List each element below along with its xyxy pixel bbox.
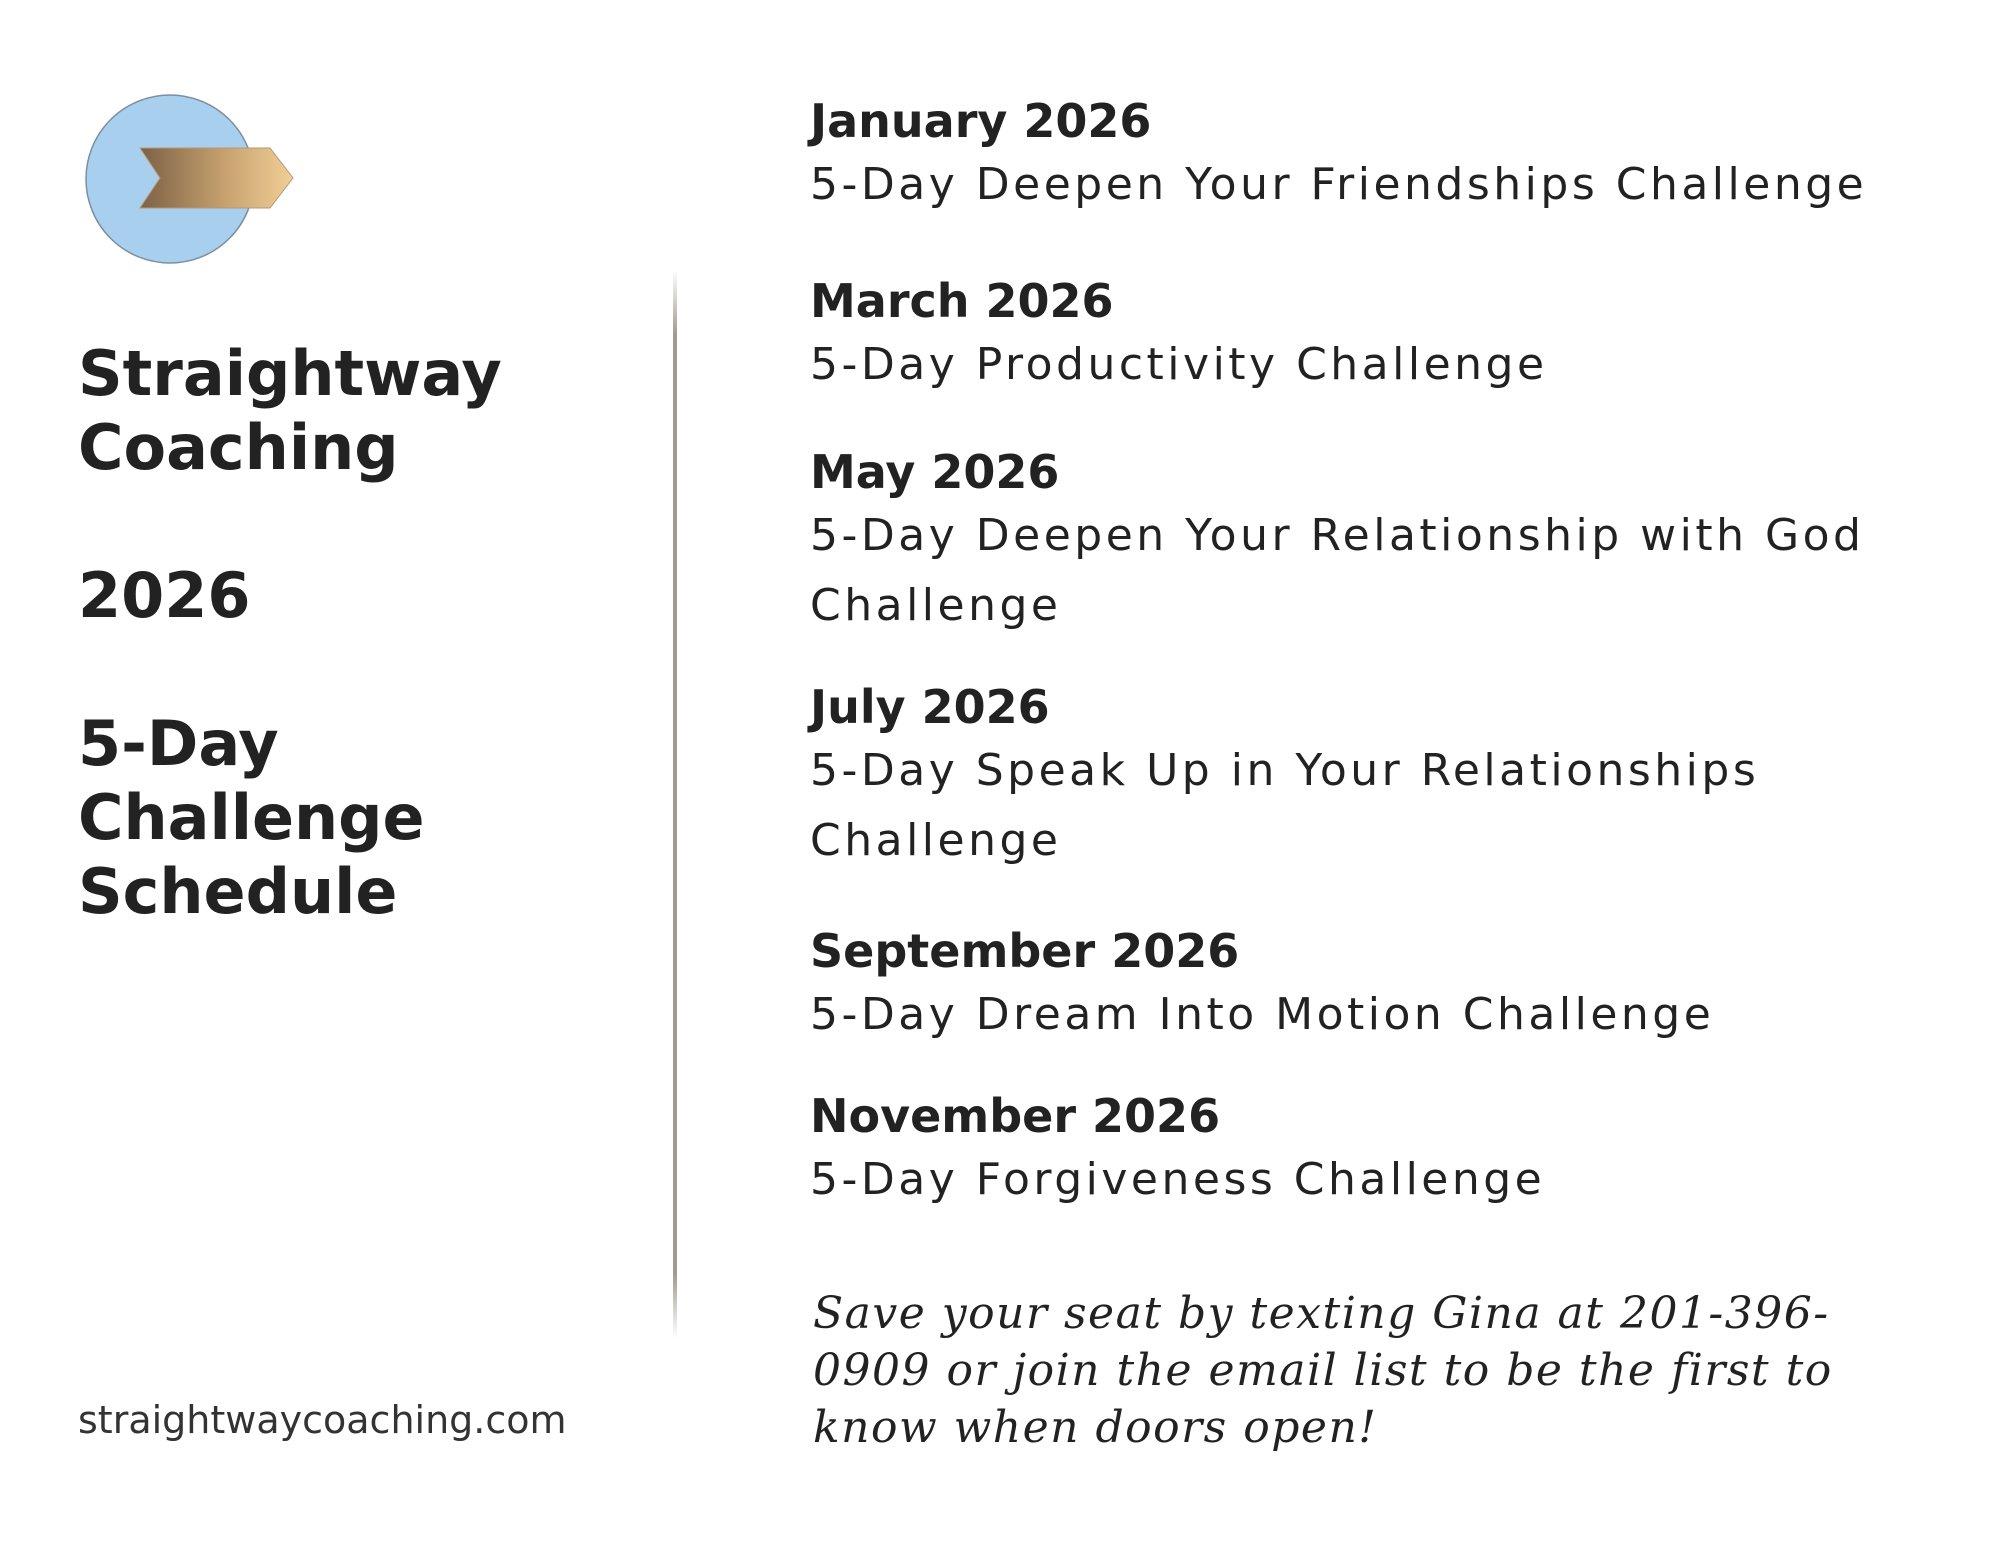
event-month: November 2026 [810,1089,1221,1143]
brand-name-line-1: Straightway [78,337,502,410]
schedule-title-line-2: Challenge [78,781,425,854]
event-name: 5-Day Productivity Challenge [810,339,1548,390]
event-september [810,922,1940,1050]
website-link[interactable]: straightwaycoaching.com [78,1398,567,1442]
circle-arrow-logo-icon [78,90,298,270]
event-november [810,1087,1940,1215]
title-spacer [78,485,638,559]
schedule-title-line-3: Schedule [78,855,398,928]
schedule-year: 2026 [78,559,251,632]
event-name: 5-Day Deepen Your Relationship with God Challenge [810,510,1865,631]
event-name: 5-Day Dream Into Motion Challenge [810,989,1715,1040]
brand-name-line-2: Coaching [78,411,399,484]
event-january [810,92,1940,220]
event-month: January 2026 [810,94,1152,148]
vertical-divider [673,270,677,1338]
event-name: 5-Day Speak Up in Your Relationships Challenge [810,745,1760,866]
schedule-title-line-1: 5-Day [78,707,279,780]
event-march [810,272,1940,400]
event-month: March 2026 [810,274,1114,328]
call-to-action: Save your seat by texting Gina at 201-396-0909 or join the email list to be the first to know when doors open! [813,1288,1833,1453]
title-block [78,337,638,929]
event-july [810,678,1940,876]
event-name: 5-Day Forgiveness Challenge [810,1154,1546,1205]
event-month: July 2026 [810,680,1050,734]
event-month: September 2026 [810,924,1240,978]
title-spacer [78,633,638,707]
event-name: 5-Day Deepen Your Friendships Challenge [810,159,1868,210]
event-may [810,443,1940,641]
event-month: May 2026 [810,445,1060,499]
